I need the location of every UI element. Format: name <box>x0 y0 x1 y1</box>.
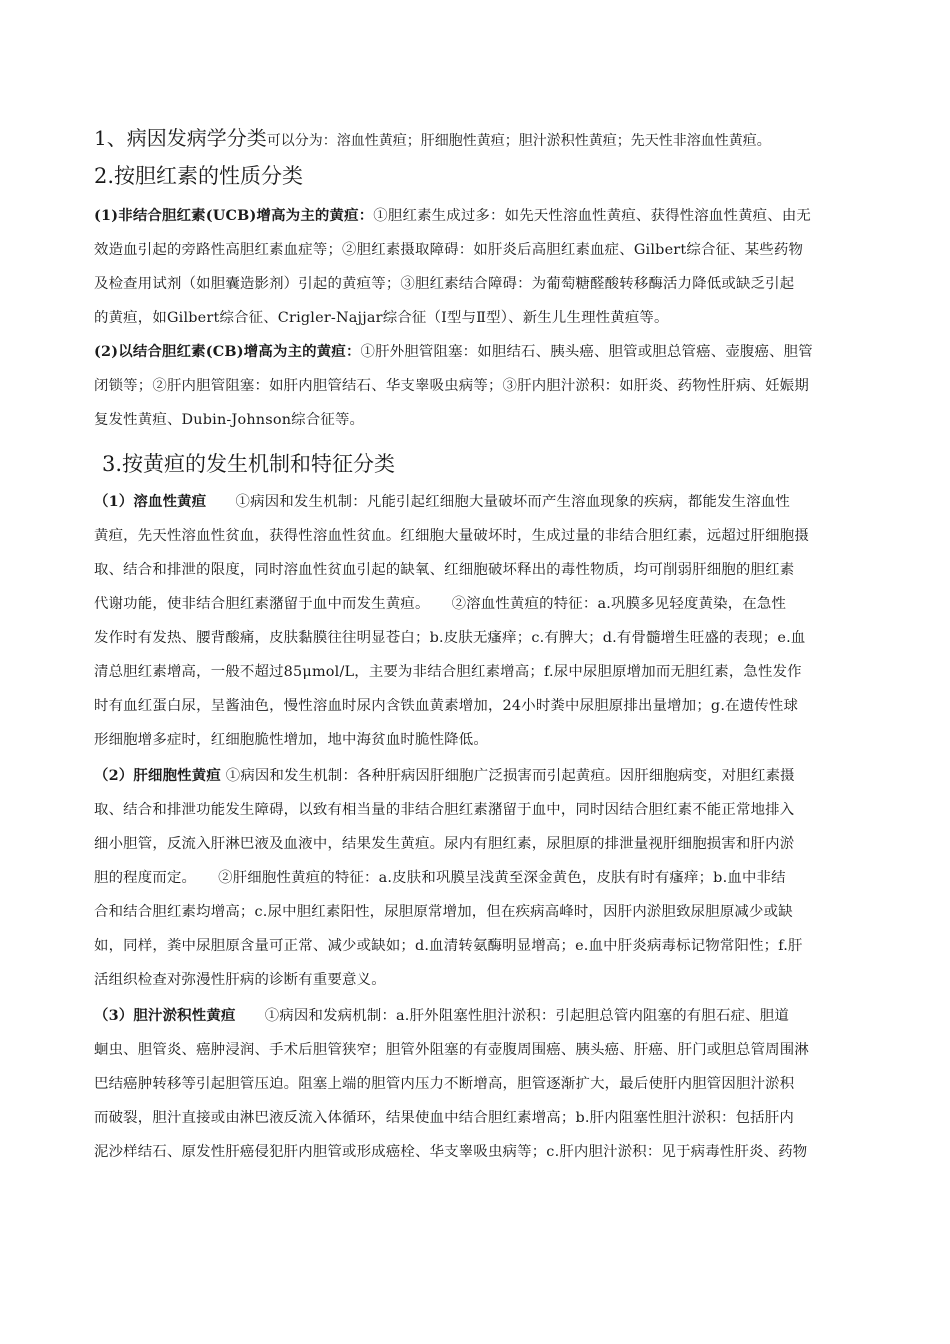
section-2-para-1-line-4: 的黄疸，如Gilbert综合征、Crigler-Najjar综合征（Ⅰ型与Ⅱ型）、新生儿生理性黄疸等。 <box>94 310 669 326</box>
section-3-para-1-label: （1）溶血性黄疸 <box>94 493 207 510</box>
section-3-para-2-line-2: 取、结合和排泄功能发生障碍，以致有相当量的非结合胆红素潴留于血中，同时因结合胆红素不能正常地排入 <box>94 802 795 818</box>
section-3-para-1-line-4: 代谢功能，使非结合胆红素潴留于血中而发生黄疸。 ②溶血性黄疸的特征：a.巩膜多见轻度黄染，在急性 <box>94 596 787 612</box>
paragraph-text: ①病因和发病机制：a.肝外阻塞性胆汁淤积：引起胆总管内阻塞的有胆石症、胆道 <box>235 1008 789 1024</box>
section-2-para-2-line-1 <box>94 340 813 361</box>
paragraph-text: ①肝外胆管阻塞：如胆结石、胰头癌、胆管或胆总管癌、壶腹癌、胆管 <box>360 344 813 360</box>
section-3-para-3-line-2: 蛔虫、胆管炎、癌肿浸润、手术后胆管狭窄；胆管外阻塞的有壶腹周围癌、胰头癌、肝癌、肝门或胆总管周围淋 <box>94 1042 809 1058</box>
section-3-para-1-line-8: 形细胞增多症时，红细胞脆性增加，地中海贫血时脆性降低。 <box>94 732 488 748</box>
section-3-para-1-line-1 <box>94 490 790 511</box>
section-3-para-1-line-2: 黄疸，先天性溶血性贫血，获得性溶血性贫血。红细胞大量破坏时，生成过量的非结合胆红素，远超过肝细胞摄 <box>94 528 809 544</box>
section-3-para-2-label: （2）肝细胞性黄疸 <box>94 767 221 784</box>
section-3-para-3-line-4: 而破裂，胆汁直接或由淋巴液反流入体循环，结果使血中结合胆红素增高；b.肝内阻塞性胆汁淤积：包括肝内 <box>94 1110 794 1126</box>
section-3-heading: 3.按黄疸的发生机制和特征分类 <box>102 452 396 476</box>
paragraph-text: ①病因和发生机制：各种肝病因肝细胞广泛损害而引起黄疸。因肝细胞病变，对胆红素摄 <box>220 768 795 784</box>
paragraph-text: ①胆红素生成过多：如先天性溶血性黄疸、获得性溶血性黄疸、由无 <box>373 208 812 224</box>
section-3-para-1-line-6: 清总胆红素增高，一般不超过85μmol/L，主要为非结合胆红素增高；f.尿中尿胆原增加而无胆红素，急性发作 <box>94 664 802 680</box>
section-2-para-1-line-3: 及检查用试剂（如胆囊造影剂）引起的黄疸等；③胆红素结合障碍：为葡萄糖醛酸转移酶活力降低或缺乏引起 <box>94 276 795 292</box>
section-3-para-2-line-7: 活组织检查对弥漫性肝病的诊断有重要意义。 <box>94 972 386 988</box>
section-3-para-1-line-3: 取、结合和排泄的限度，同时溶血性贫血引起的缺氧、红细胞破坏释出的毒性物质，均可削弱肝细胞的胆红素 <box>94 562 795 578</box>
section-3-para-3-line-1 <box>94 1004 789 1025</box>
section-2-para-1-label: (1)非结合胆红素(UCB)增高为主的黄疸： <box>94 207 374 224</box>
section-3-para-1-line-5: 发作时有发热、腰背酸痛，皮肤黏膜往往明显苍白；b.皮肤无瘙痒；c.有脾大；d.有骨髓增生旺盛的表现；e.血 <box>94 630 806 646</box>
section-3-para-2-line-6: 如，同样，粪中尿胆原含量可正常、减少或缺如；d.血清转氨酶明显增高；e.血中肝炎病毒标记物常阳性；f.肝 <box>94 938 803 954</box>
section-1-heading: 1、病因发病学分类 <box>94 126 267 150</box>
section-3-para-1-line-7: 时有血红蛋白尿，呈酱油色，慢性溶血时尿内含铁血黄素增加，24小时粪中尿胆原排出量增加；g.在遗传性球 <box>94 698 799 714</box>
section-2-heading: 2.按胆红素的性质分类 <box>94 164 304 188</box>
section-2-para-1-line-1 <box>94 204 811 225</box>
section-2-para-2-line-2: 闭锁等；②肝内胆管阻塞：如肝内胆管结石、华支睾吸虫病等；③肝内胆汁淤积：如肝炎、药物性肝病、妊娠期 <box>94 378 809 394</box>
section-1-title <box>94 122 771 151</box>
section-3-para-3-line-5: 泥沙样结石、原发性肝癌侵犯肝内胆管或形成癌栓、华支睾吸虫病等；c.肝内胆汁淤积：见于病毒性肝炎、药物 <box>94 1144 808 1160</box>
section-2-para-1-line-2: 效造血引起的旁路性高胆红素血症等；②胆红素摄取障碍：如肝炎后高胆红素血症、Gilbert综合征、某些药物 <box>94 242 804 258</box>
section-3-para-2-line-3: 细小胆管，反流入肝淋巴液及血液中，结果发生黄疸。尿内有胆红素，尿胆原的排泄量视肝细胞损害和肝内淤 <box>94 836 795 852</box>
section-3-para-2-line-4: 胆的程度而定。 ②肝细胞性黄疸的特征：a.皮肤和巩膜呈浅黄至深金黄色，皮肤有时有瘙痒；b.血中非结 <box>94 870 786 886</box>
section-3-para-2-line-1 <box>94 764 795 785</box>
paragraph-text: ①病因和发生机制：凡能引起红细胞大量破坏而产生溶血现象的疾病，都能发生溶血性 <box>206 494 790 510</box>
section-3-para-3-label: （3）胆汁淤积性黄疸 <box>94 1007 236 1024</box>
section-1-text: 可以分为：溶血性黄疸；肝细胞性黄疸；胆汁淤积性黄疸；先天性非溶血性黄疸。 <box>266 133 771 149</box>
section-2-para-2-label: (2)以结合胆红素(CB)增高为主的黄疸： <box>94 343 361 360</box>
section-3-para-2-line-5: 合和结合胆红素均增高；c.尿中胆红素阳性，尿胆原常增加，但在疾病高峰时，因肝内淤胆致尿胆原减少或缺 <box>94 904 793 920</box>
section-3-para-3-line-3: 巴结癌肿转移等引起胆管压迫。阻塞上端的胆管内压力不断增高，胆管逐渐扩大，最后使肝内胆管因胆汁淤积 <box>94 1076 795 1092</box>
section-2-para-2-line-3: 复发性黄疸、Dubin-Johnson综合征等。 <box>94 412 365 428</box>
